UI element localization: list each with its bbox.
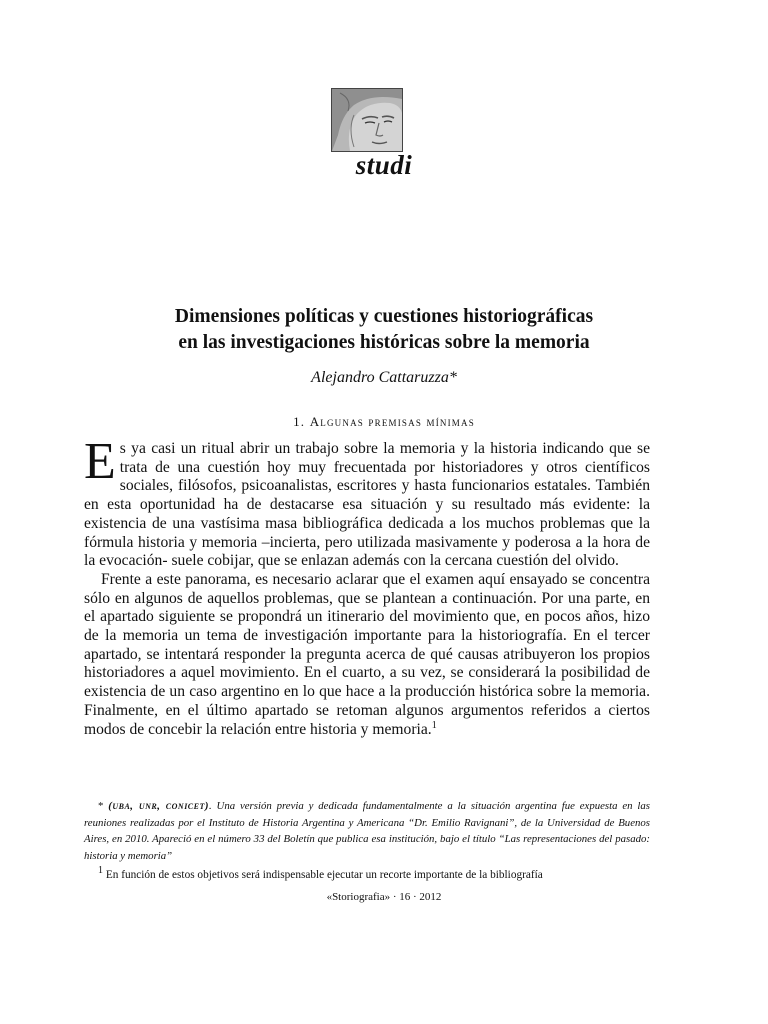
title-line-2: en las investigaciones históricas sobre la memoria: [178, 332, 590, 353]
body-text: [84, 433, 650, 739]
paragraph-2-text: Frente a este panorama, es necesario aclarar que el examen aquí ensayado se concentra sólo en algunos de aquellos problemas, que se plantean a continuación. Por una parte, en el apartado siguiente se propondrá un itinerario del movimiento que, en pocos años, hizo de la memoria un tema de investigación importante para la historiografía. En el tercer apartado, se intentará responder la pregunta acerca de qué causas atribuyeron los propios historiadores a aquel movimiento. En el cuarto, a su vez, se considerará la posibilidad de existencia de un caso argentino en lo que hace a la producción histórica sobre la memoria. Finalmente, en el último apartado se retoman algunos argumentos referidos a ciertos modos de concebir la relación entre historia y memoria.: [84, 570, 650, 738]
footnote-1: [84, 867, 650, 884]
footnote-1-mark: 1: [98, 865, 103, 877]
footnote-star: [84, 798, 650, 864]
footnote-star-text: . Una versión previa y dedicada fundamentalmente a la situación argentina fue expuesta en las reuniones realizadas por el Instituto de Historia Argentina y Americana “Dr. Emilio Ravignani”, de la Universidad de Buenos Aires, en 2010. Apareció en el número 33 del Boletín que publica esa institución, bajo el título “Las representaciones del pasado: historia y memoria”: [84, 800, 651, 862]
section-heading: [0, 414, 768, 430]
paragraph-1-text: s ya casi un ritual abrir un trabajo sobre la memoria y la historia indicando que se trata de una cuestión hoy muy frecuentada por historiadores y otros científicos sociales, filósofos, psicoanalistas, escritores y hasta funcionarios estatales. También en esta oportunidad ha de destacarse esa situación y su resultado más evidente: la existencia de una vastísima masa bibliográfica dedicada a los muchos problemas que la fórmula historia y memoria –incierta, pero utilizada masivamente y poderosa a la hora de la evocación- suele cobijar, que se enlazan además con la cercana cuestión del olvido.: [84, 440, 650, 570]
footnote-1-text: En función de estos objetivos será indispensable ejecutar un recorte importante de la bibliografía: [103, 869, 543, 881]
section-label: studi: [355, 150, 413, 180]
section-number: 1.: [293, 414, 310, 429]
article-title: [90, 304, 678, 356]
drop-cap: E: [84, 433, 116, 490]
paragraph-2: [84, 571, 650, 739]
author-name: Alejandro Cattaruzza*: [311, 369, 457, 386]
paragraph-1: [84, 433, 650, 571]
footnote-affiliation: (uba, unr, conicet): [108, 800, 209, 812]
footnote-ref-1[interactable]: 1: [431, 719, 437, 731]
title-line-1: Dimensiones políticas y cuestiones historiográficas: [174, 306, 594, 327]
section-heading-text: Algunas premisas mínimas: [309, 414, 475, 429]
footnotes: [84, 798, 650, 884]
page-footer: «Storiografia» · 16 · 2012: [326, 891, 442, 903]
sculpted-face-icon: [331, 88, 403, 152]
footnote-star-mark: *: [98, 800, 109, 812]
